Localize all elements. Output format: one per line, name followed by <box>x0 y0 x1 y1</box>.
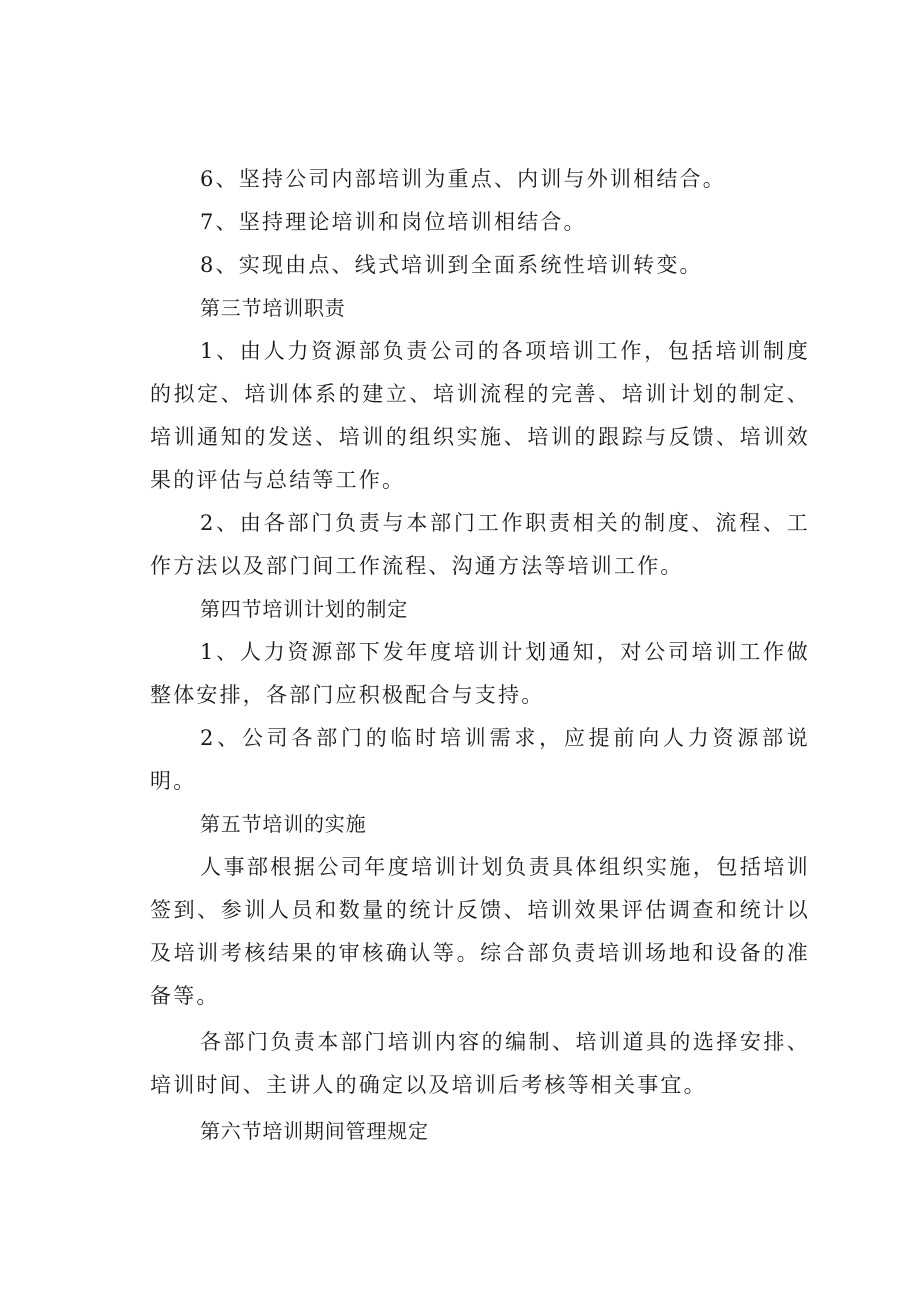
section-heading-3: 第三节培训职责 <box>200 296 346 320</box>
implementation-paragraph-1: 人事部根据公司年度培训计划负责具体组织实施，包括培训签到、参训人员和数量的统计反馈、培训效果评估调查和统计以及培训考核结果的审核确认等。综合部负责培训场地和设备的准备等。 <box>150 855 810 1008</box>
implementation-paragraph-2: 各部门负责本部门培训内容的编制、培训道具的选择安排、培训时间、主讲人的确定以及培训后考核等相关事宜。 <box>150 1030 810 1097</box>
item-6: 6、坚持公司内部培训为重点、内训与外训相结合。 <box>200 167 726 191</box>
section-heading-5: 第五节培训的实施 <box>200 812 367 836</box>
section-heading-4: 第四节培训计划的制定 <box>200 597 408 621</box>
item-8: 8、实现由点、线式培训到全面系统性培训转变。 <box>200 253 703 277</box>
duty-item-1: 1、由人力资源部负责公司的各项培训工作，包括培训制度的拟定、培训体系的建立、培训流程的完善、培训计划的制定、培训通知的发送、培训的组织实施、培训的跟踪与反馈、培训效果的评估与总结等工作。 <box>150 339 810 492</box>
item-7: 7、坚持理论培训和岗位培训相结合。 <box>200 210 587 234</box>
document-page <box>150 158 810 1153</box>
duty-item-2: 2、由各部门负责与本部门工作职责相关的制度、流程、工作方法以及部门间工作流程、沟通方法等培训工作。 <box>150 511 810 578</box>
plan-item-1: 1、人力资源部下发年度培训计划通知，对公司培训工作做整体安排，各部门应积极配合与支持。 <box>150 640 810 707</box>
section-heading-6: 第六节培训期间管理规定 <box>200 1119 429 1143</box>
plan-item-2: 2、公司各部门的临时培训需求，应提前向人力资源部说明。 <box>150 726 810 793</box>
